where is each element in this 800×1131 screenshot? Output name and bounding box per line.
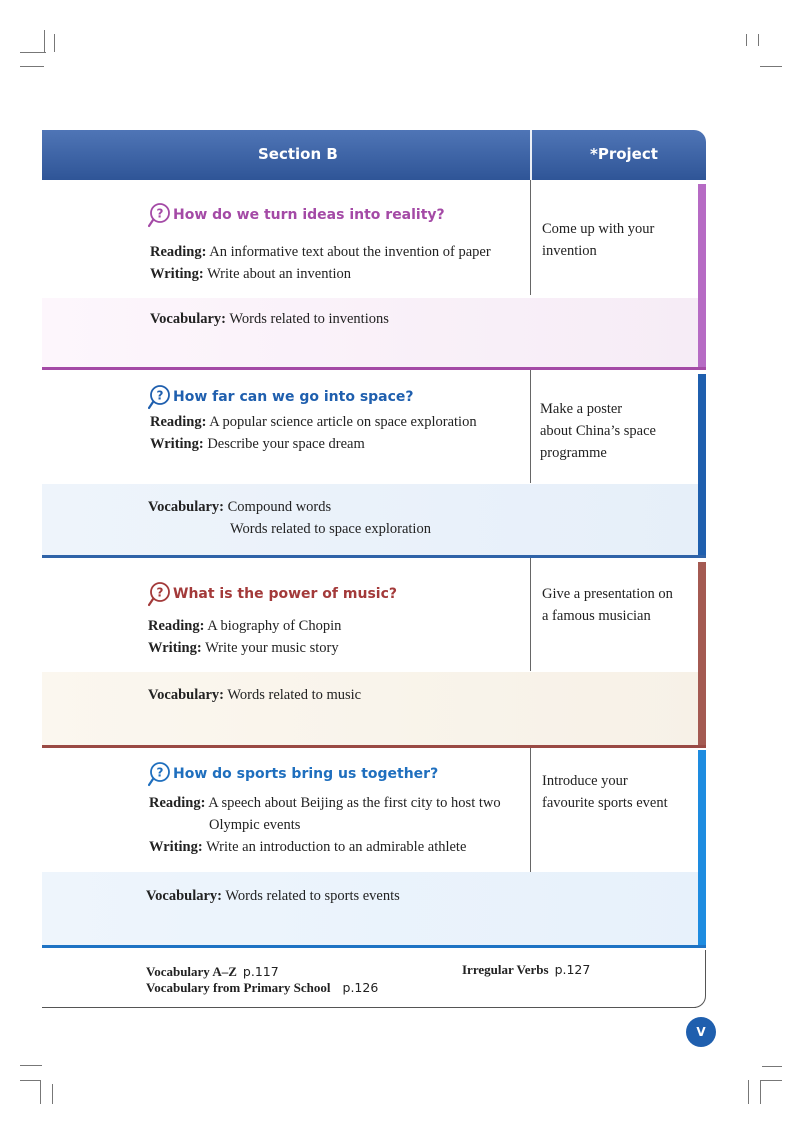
irregular-verbs-link[interactable] (462, 962, 590, 978)
unit-background (42, 298, 706, 368)
footer-border (42, 1007, 696, 1008)
vocabulary-label: Vocabulary: (148, 687, 224, 703)
vocabulary-text: Compound words (227, 499, 332, 515)
project-line: Give a presentation on (542, 586, 673, 602)
reading-line (150, 414, 477, 431)
reading-line (150, 244, 491, 261)
column-divider (530, 748, 531, 872)
writing-label: Writing: (150, 436, 204, 452)
unit-color-bar (698, 374, 706, 557)
project-line: about China’s space (540, 423, 656, 439)
unit-background (42, 484, 706, 556)
question-magnifier-icon (148, 202, 170, 228)
vocabulary-line (148, 499, 331, 516)
unit-background (42, 672, 706, 746)
project-heading: *Project (590, 145, 658, 163)
vocab-az-label: Vocabulary A–Z (146, 964, 237, 979)
question-text: How far can we go into space? (173, 389, 414, 405)
vocab-az-page: p.117 (242, 964, 279, 979)
vocabulary-label: Vocabulary: (148, 499, 224, 515)
question-magnifier-icon (148, 761, 170, 787)
crop-mark (760, 1080, 782, 1081)
crop-mark (20, 1065, 42, 1066)
column-divider (530, 180, 531, 295)
crop-mark (52, 1084, 53, 1104)
reading-line (148, 618, 341, 635)
unit-color-bar (698, 184, 706, 369)
vocabulary-text: Words related to sports events (225, 888, 400, 904)
writing-label: Writing: (150, 266, 204, 282)
question-text: How do we turn ideas into reality? (173, 207, 445, 223)
writing-text: Describe your space dream (207, 436, 365, 452)
vocabulary-line (148, 687, 361, 704)
unit-color-bar (698, 562, 706, 747)
project-line: Introduce your (542, 773, 628, 789)
unit-background (42, 872, 706, 946)
crop-mark (40, 1080, 41, 1104)
header-divider (530, 130, 532, 180)
unit-color-bar (698, 750, 706, 947)
project-text (542, 583, 692, 627)
crop-mark (54, 34, 55, 52)
reading-label: Reading: (150, 244, 207, 260)
crop-mark (20, 52, 46, 53)
irregular-verbs-page: p.127 (554, 962, 591, 977)
project-line: Come up with your (542, 221, 655, 237)
reading-text: A speech about Beijing as the first city to host two (208, 795, 501, 811)
page-number-badge: V (686, 1017, 716, 1047)
writing-text: Write about an invention (207, 266, 352, 282)
question-magnifier-icon (148, 581, 170, 607)
vocab-az-link[interactable] (146, 964, 279, 980)
vocab-primary-page: p.126 (342, 980, 379, 995)
writing-label: Writing: (148, 640, 202, 656)
project-line: programme (540, 445, 607, 461)
project-line: invention (542, 243, 597, 259)
question-magnifier-icon (148, 384, 170, 410)
crop-mark (746, 34, 747, 46)
unit-question (148, 761, 438, 787)
column-divider (530, 370, 531, 483)
writing-line (148, 640, 339, 657)
svg-text:?: ? (156, 388, 164, 403)
reading-label: Reading: (150, 414, 207, 430)
svg-text:?: ? (156, 585, 164, 600)
writing-label: Writing: (149, 839, 203, 855)
writing-line (150, 266, 351, 283)
reading-label: Reading: (148, 618, 205, 634)
reading-text: A popular science article on space exploration (209, 414, 477, 430)
crop-mark (748, 1080, 749, 1104)
table-header (42, 130, 706, 180)
vocabulary-label: Vocabulary: (150, 311, 226, 327)
unit-question (148, 202, 445, 228)
svg-text:?: ? (156, 206, 164, 221)
column-divider (530, 558, 531, 671)
appendix-footer (42, 950, 706, 1008)
vocabulary-line (146, 888, 400, 905)
crop-mark (20, 1080, 40, 1081)
writing-text: Write your music story (205, 640, 339, 656)
crop-mark (44, 30, 45, 52)
unit-question (148, 384, 414, 410)
question-text: What is the power of music? (173, 586, 397, 602)
crop-mark (20, 66, 44, 67)
crop-mark (760, 66, 782, 67)
vocabulary-line-2: Words related to space exploration (230, 521, 431, 537)
project-line: Make a poster (540, 401, 623, 417)
unit-question (148, 581, 397, 607)
reading-label: Reading: (149, 795, 206, 811)
project-text (540, 398, 690, 464)
reading-text: A biography of Chopin (207, 618, 342, 634)
reading-text: An informative text about the invention of paper (209, 244, 491, 260)
vocab-primary-label: Vocabulary from Primary School (146, 980, 331, 995)
writing-text: Write an introduction to an admirable athlete (206, 839, 467, 855)
writing-line (149, 839, 466, 856)
irregular-verbs-label: Irregular Verbs (462, 962, 549, 977)
project-line: a famous musician (542, 608, 651, 624)
vocabulary-text: Words related to inventions (229, 311, 389, 327)
writing-line (150, 436, 365, 453)
footer-corner (693, 995, 706, 1008)
section-b-heading: Section B (258, 145, 338, 163)
question-text: How do sports bring us together? (173, 766, 439, 782)
unit-row (42, 558, 706, 748)
svg-text:?: ? (156, 765, 164, 780)
crop-mark (760, 1080, 761, 1104)
vocab-primary-link[interactable] (146, 980, 378, 996)
crop-mark (758, 34, 759, 46)
crop-mark (762, 1066, 782, 1067)
reading-line-2: Olympic events (209, 817, 301, 833)
reading-line (149, 795, 501, 812)
vocabulary-label: Vocabulary: (146, 888, 222, 904)
project-text (542, 218, 692, 262)
unit-bottom-line (42, 945, 706, 948)
project-line: favourite sports event (542, 795, 668, 811)
footer-border (705, 950, 706, 996)
unit-row (42, 748, 706, 948)
project-text (542, 770, 692, 814)
unit-row (42, 180, 706, 370)
unit-row (42, 370, 706, 558)
vocabulary-line (150, 311, 389, 328)
vocabulary-text: Words related to music (227, 687, 362, 703)
